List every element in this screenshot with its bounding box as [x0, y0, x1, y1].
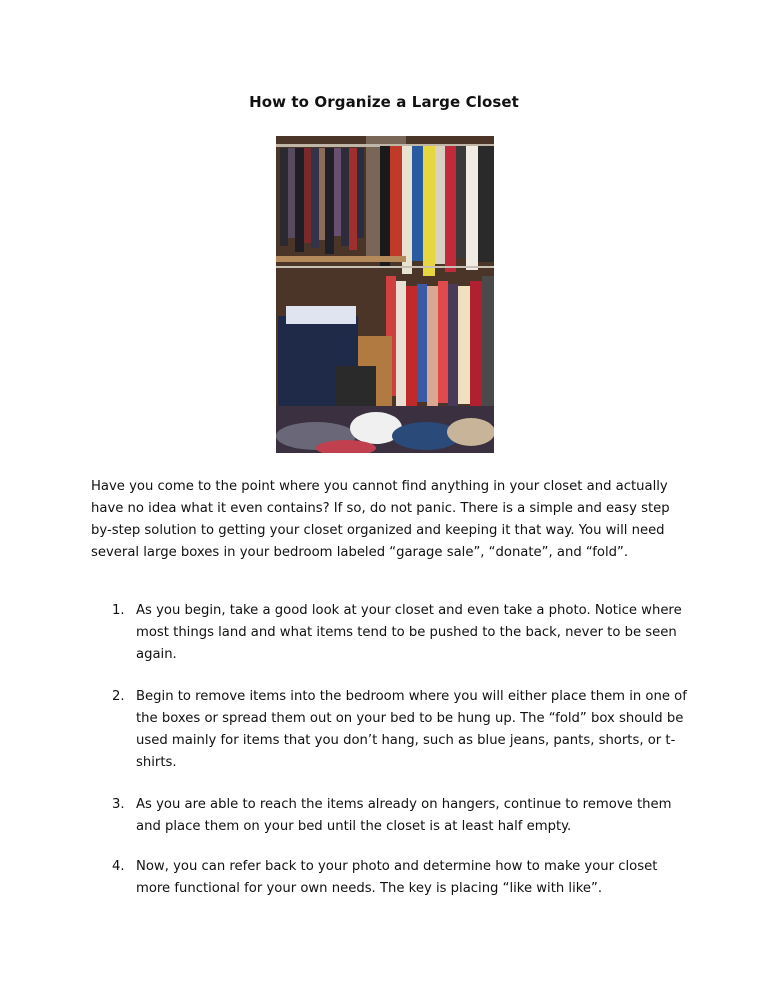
closet-photo [276, 136, 494, 453]
list-item-number: 4. [112, 859, 125, 874]
list-item-number: 1. [112, 603, 125, 618]
list-item-number: 3. [112, 797, 125, 812]
steps-list [91, 600, 691, 900]
list-item [91, 686, 691, 774]
list-item-text: As you begin, take a good look at your closet and even take a photo. Notice where most things land and what items tend to be pushed to the back, never to be seen again. [136, 603, 682, 662]
list-item [91, 794, 691, 838]
intro-paragraph: Have you come to the point where you cannot find anything in your closet and actually have no idea what it even contains? If so, do not panic. There is a simple and easy step by-step solution to getting your closet organized and keeping it that way. You will need several large boxes in your bedroom labeled “garage sale”, “donate”, and “fold”. [91, 479, 670, 560]
list-item-text: Begin to remove items into the bedroom where you will either place them in one of the boxes or spread them out on your bed to be hung up. The “fold” box should be used mainly for items that you don’t hang, such as blue jeans, pants, shorts, or t-shirts. [136, 689, 687, 770]
list-item [91, 856, 691, 900]
document-title: How to Organize a Large Closet [249, 93, 519, 111]
list-item-text: Now, you can refer back to your photo and determine how to make your closet more functional for your own needs. The key is placing “like with like”. [136, 859, 658, 896]
list-item [91, 600, 691, 666]
list-item-text: As you are able to reach the items already on hangers, continue to remove them and place them on your bed until the closet is at least half empty. [136, 797, 672, 834]
list-item-number: 2. [112, 689, 125, 704]
